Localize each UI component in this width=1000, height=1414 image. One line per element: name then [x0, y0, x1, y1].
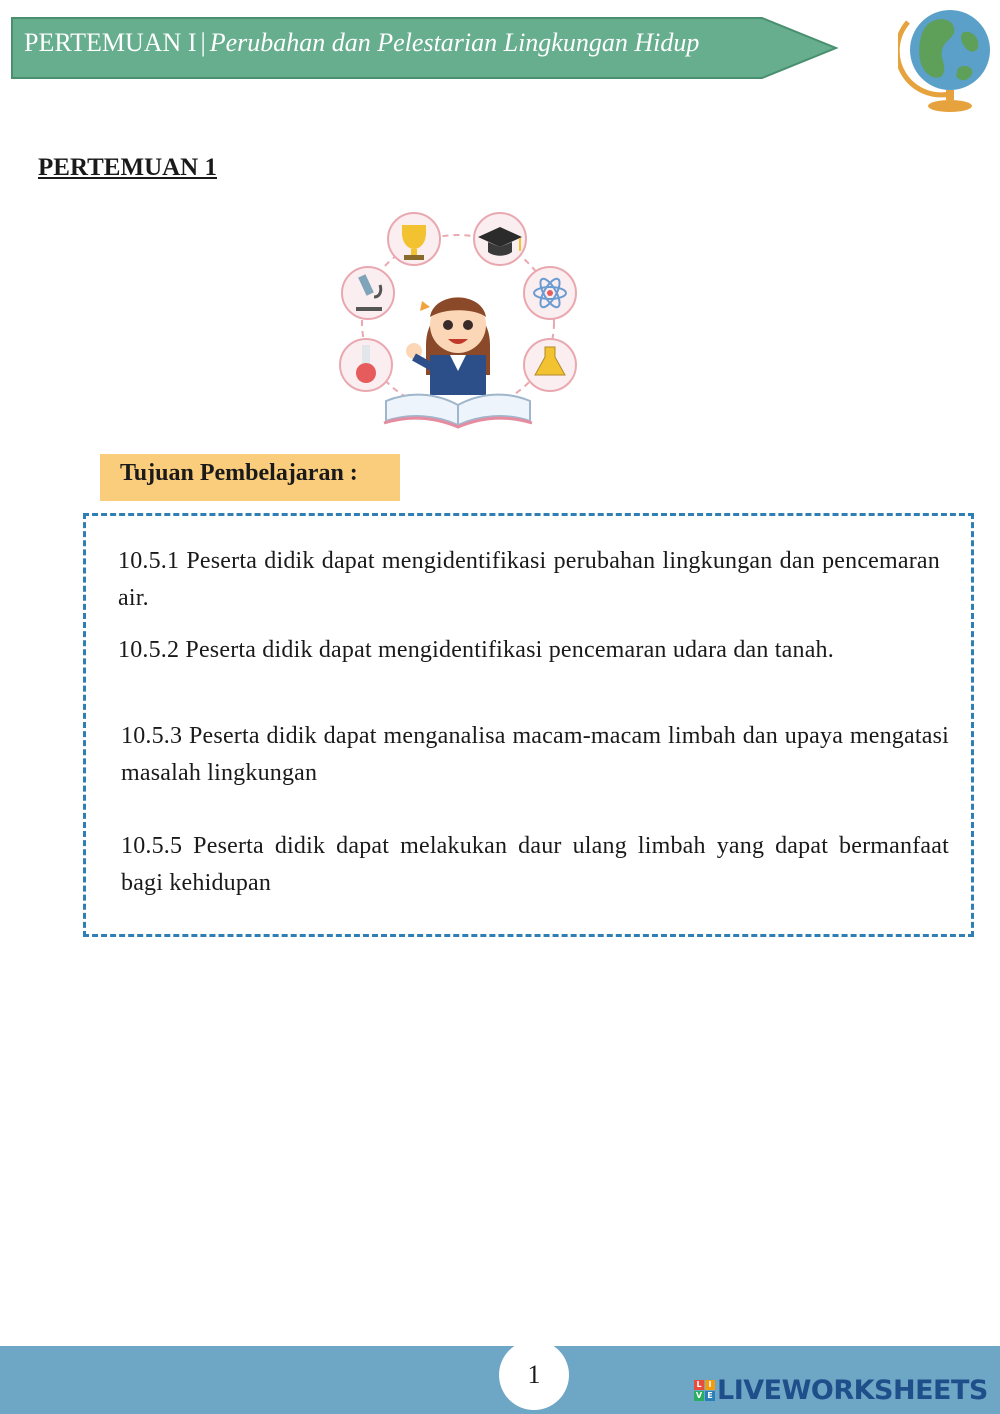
header-banner	[0, 0, 1000, 120]
objective-item: 10.5.2 Peserta didik dapat mengidentifikasi pencemaran udara dan tanah.	[118, 637, 834, 663]
objective-item: 10.5.1 Peserta didik dapat mengidentifikasi perubahan lingkungan dan pencemaran air.	[118, 548, 940, 611]
page-number: 1	[499, 1340, 569, 1410]
globe-icon	[898, 2, 994, 114]
brand-text: LIVEWORKSHEETS	[717, 1374, 988, 1406]
girl-reading-icon	[406, 297, 490, 395]
objective-item: 10.5.3 Peserta didik dapat menganalisa macam-macam limbah dan upaya mengatasi masalah lingkungan	[121, 723, 949, 786]
objectives-label: Tujuan Pembelajaran :	[100, 454, 400, 501]
header-separator: |	[200, 28, 206, 57]
meeting-label: PERTEMUAN I	[24, 28, 197, 57]
graduation-cap-icon	[474, 213, 526, 265]
header-title	[24, 28, 699, 58]
microscope-icon	[342, 267, 394, 319]
flask-icon	[524, 339, 576, 391]
header-subtitle: Perubahan dan Pelestarian Lingkungan Hidup	[209, 28, 700, 57]
liveworksheets-brand[interactable]	[694, 1370, 988, 1410]
liveworksheets-logo-icon: L I V E	[694, 1380, 715, 1401]
student-illustration	[330, 205, 590, 435]
objective-item: 10.5.5 Peserta didik dapat melakukan daur ulang limbah yang dapat bermanfaat bagi kehidupan	[121, 833, 949, 896]
page-heading: PERTEMUAN 1	[38, 154, 217, 181]
test-tube-icon	[340, 339, 392, 391]
open-book-icon	[384, 395, 532, 427]
atom-icon	[524, 267, 576, 319]
trophy-icon	[388, 213, 440, 265]
